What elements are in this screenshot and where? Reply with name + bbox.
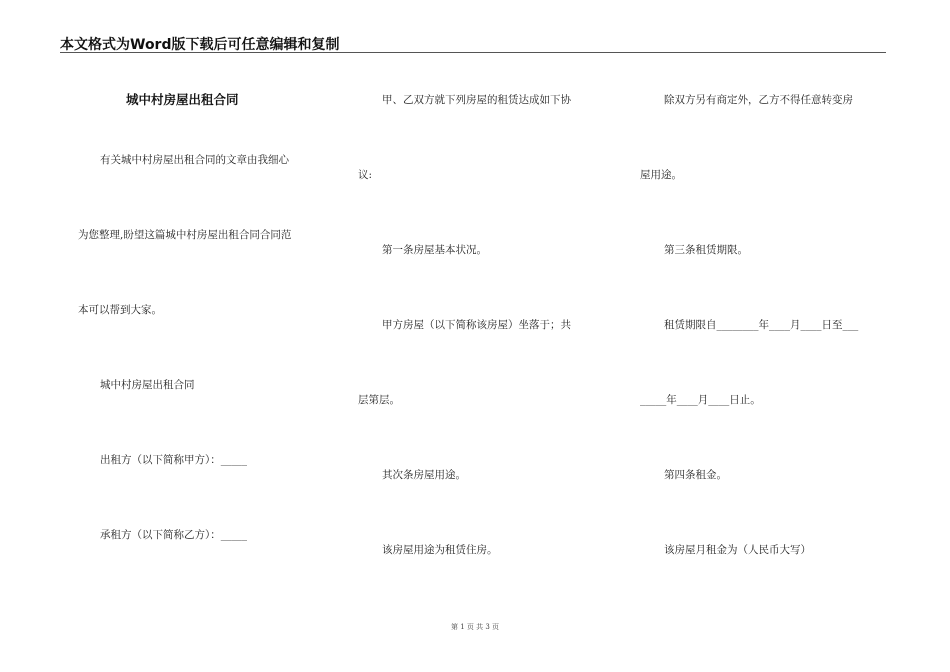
subheading-line: 城中村房屋出租合同 xyxy=(100,379,195,391)
document-header-title: 本文格式为Word版下载后可任意编辑和复制 xyxy=(60,37,340,53)
paragraph-line: 议: xyxy=(358,169,373,181)
paragraph-line: 甲、乙双方就下列房屋的租赁达成如下协 xyxy=(382,94,571,106)
paragraph-line: 除双方另有商定外，乙方不得任意转变房 xyxy=(664,94,853,106)
lease-term-line: 租赁期限自________年____月____日至___ xyxy=(664,319,859,331)
paragraph-line: 屋用途。 xyxy=(640,169,682,181)
paragraph-line: 该房屋用途为租赁住房。 xyxy=(382,544,498,556)
paragraph-line: 为您整理,盼望这篇城中村房屋出租合同合同范 xyxy=(78,229,292,241)
page-number: 第 1 页 共 3 页 xyxy=(450,623,500,631)
article-heading: 第四条租金。 xyxy=(664,469,727,481)
contract-title: 城中村房屋出租合同 xyxy=(126,92,239,107)
article-heading: 第三条租赁期限。 xyxy=(664,244,748,256)
paragraph-line: 本可以帮到大家。 xyxy=(78,304,162,316)
paragraph-line: 有关城中村房屋出租合同的文章由我细心 xyxy=(100,154,289,166)
article-heading: 第一条房屋基本状况。 xyxy=(382,244,487,256)
lease-term-end-line: _____年____月____日止。 xyxy=(640,394,761,406)
paragraph-line: 层第层。 xyxy=(358,394,400,406)
paragraph-line: 该房屋月租金为（人民币大写） xyxy=(664,544,811,556)
paragraph-line: 甲方房屋（以下简称该房屋）坐落于；共 xyxy=(382,319,571,331)
article-heading: 其次条房屋用途。 xyxy=(382,469,466,481)
lessee-line: 承租方（以下简称乙方）：_____ xyxy=(100,529,247,541)
lessor-line: 出租方（以下简称甲方）：_____ xyxy=(100,454,247,466)
header-divider xyxy=(60,52,886,53)
